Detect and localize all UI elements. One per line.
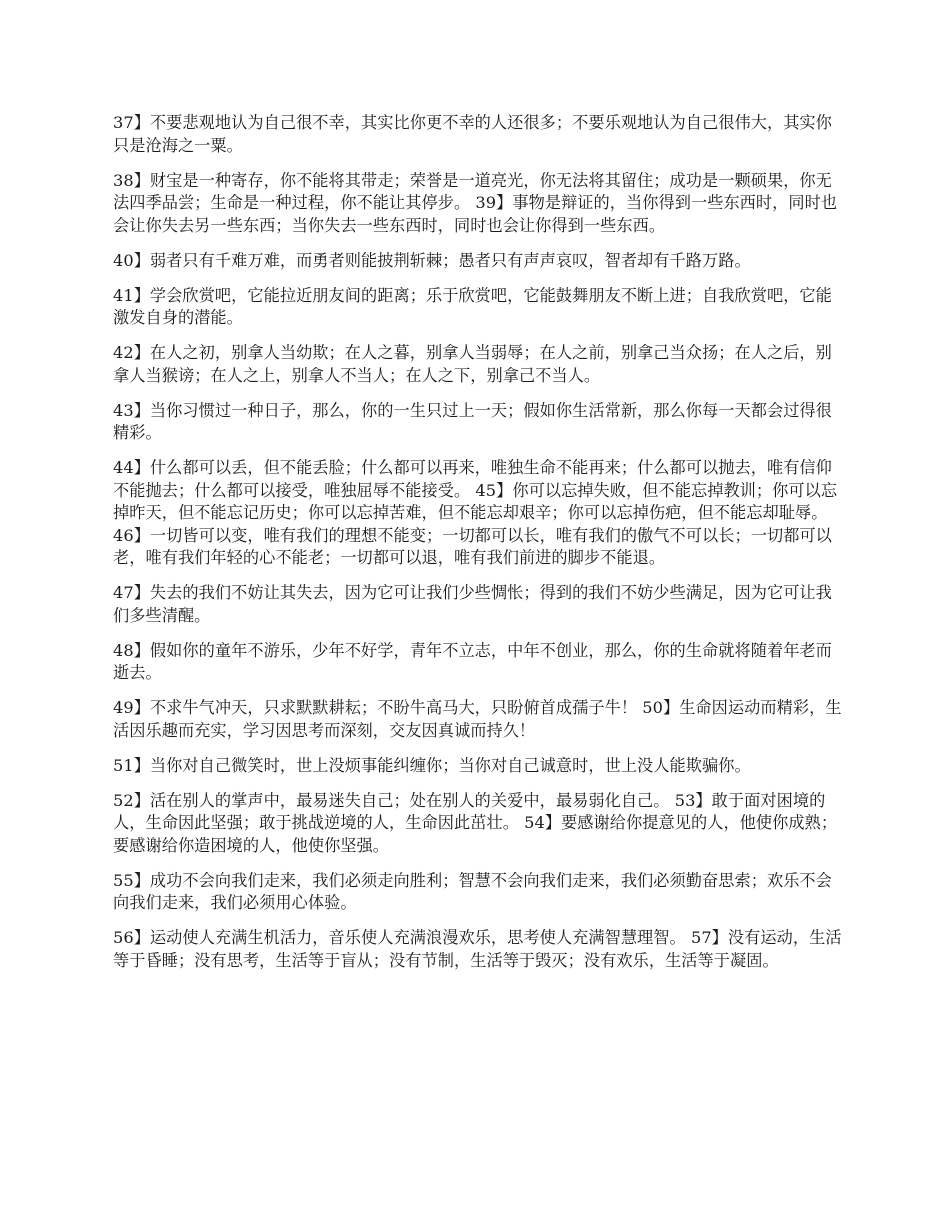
paragraph-49: 49】不求牛气冲天，只求默默耕耘；不盼牛高马大，只盼俯首成孺子牛！ 50】生命因运动而精彩，生活因乐趣而充实，学习因思考而深刻，交友因真诚而持久！ (113, 698, 842, 740)
paragraph-38: 38】财宝是一种寄存，你不能将其带走；荣誉是一道亮光，你无法将其留住；成功是一颗硕果，你无法四季品尝；生命是一种过程，你不能让其停步。 39】事物是辩证的，当你得到一些东西时，同时也会让你失去另一些东西；当你失去一些东西时，同时也会让你得到一些东西。 (113, 170, 838, 235)
paragraph-52: 52】活在别人的掌声中，最易迷失自己；处在别人的关爱中，最易弱化自己。 53】敢于面对困境的人，生命因此坚强；敢于挑战逆境的人，生命因此茁壮。 54】要感谢给你提意见的人，他使你成熟；要感谢给你造困境的人，他使你坚强。 (113, 790, 838, 855)
paragraph-43: 43】当你习惯过一种日子，那么，你的一生只过上一天；假如你生活常新，那么你每一天都会过得很精彩。 (113, 400, 832, 442)
paragraph-41: 41】学会欣赏吧，它能拉近朋友间的距离；乐于欣赏吧，它能鼓舞朋友不断上进；自我欣赏吧，它能激发自身的潜能。 (113, 285, 832, 327)
paragraph-48: 48】假如你的童年不游乐，少年不好学，青年不立志，中年不创业，那么，你的生命就将随着年老而逝去。 (113, 640, 832, 682)
paragraph-44: 44】什么都可以丢，但不能丢脸；什么都可以再来，唯独生命不能再来；什么都可以抛去，唯有信仰不能抛去；什么都可以接受，唯独屈辱不能接受。 45】你可以忘掉失败，但不能忘掉教训；你可以忘掉昨天，但不能忘记历史；你可以忘掉苦难，但不能忘却艰辛；你可以忘掉伤疤，但不能忘却耻辱。 46】一切皆可以变，唯有我们的理想不能变；一切都可以长，唯有我们的傲气不可以长；一切都可以老，唯有我们年轻的心不能老；一切都可以退，唯有我们前进的脚步不能退。 (113, 458, 838, 567)
paragraph-37: 37】不要悲观地认为自己很不幸，其实比你更不幸的人还很多；不要乐观地认为自己很伟大，其实你只是沧海之一粟。 (113, 113, 832, 155)
paragraph-51: 51】当你对自己微笑时，世上没烦事能纠缠你；当你对自己诚意时，世上没人能欺骗你。 (113, 755, 751, 775)
document-body (113, 112, 843, 985)
paragraph-42: 42】在人之初，别拿人当幼欺；在人之暮，别拿人当弱辱；在人之前，别拿己当众扬；在人之后，别拿人当猴谤；在人之上，别拿人不当人；在人之下，别拿己不当人。 (113, 343, 832, 385)
paragraph-47: 47】失去的我们不妨让其失去，因为它可让我们少些惆怅；得到的我们不妨少些满足，因为它可让我们多些清醒。 (113, 583, 832, 625)
paragraph-40: 40】弱者只有千难万难，而勇者则能披荆斩棘；愚者只有声声哀叹，智者却有千路万路。 (113, 250, 751, 270)
paragraph-55: 55】成功不会向我们走来，我们必须走向胜利；智慧不会向我们走来，我们必须勤奋思索；欢乐不会向我们走来，我们必须用心体验。 (113, 870, 832, 912)
paragraph-56: 56】运动使人充满生机活力，音乐使人充满浪漫欢乐，思考使人充满智慧理智。 57】没有运动，生活等于昏睡；没有思考，生活等于盲从；没有节制，生活等于毁灭；没有欢乐，生活等于凝固。 (113, 928, 842, 970)
